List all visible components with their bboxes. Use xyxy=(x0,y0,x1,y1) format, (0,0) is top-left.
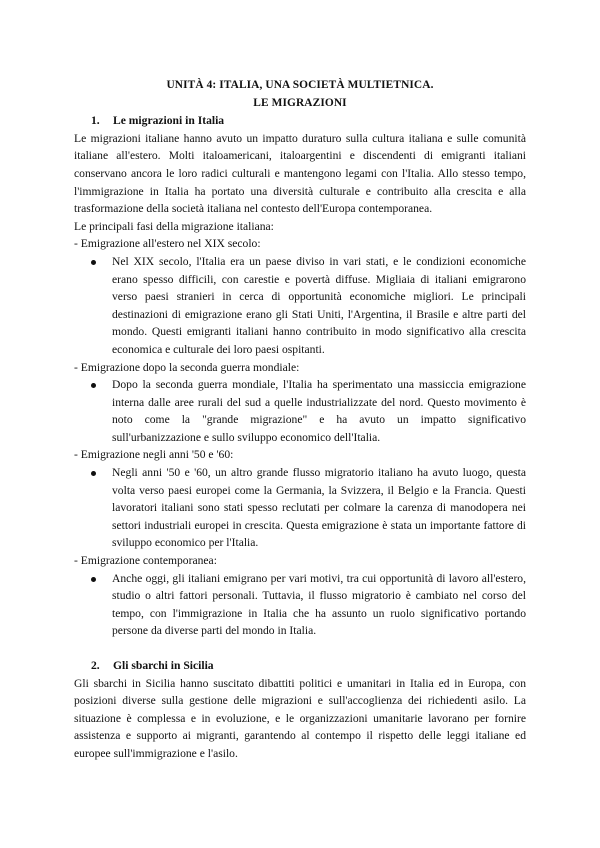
list-item: Anche oggi, gli italiani emigrano per vari motivi, tra cui opportunità di lavoro all'estero, studio o altri fattori personali. Tuttavia, il flusso migratorio è cambiato nel corso del tempo, con l'immigrazione in Italia che ha assunto un ruolo significativo portando persone da diverse parti del mondo in Italia. xyxy=(74,570,526,640)
list-item: Nel XIX secolo, l'Italia era un paese diviso in vari stati, e le condizioni economiche erano spesso difficili, con carestie e povertà diffuse. Migliaia di italiani emigrarono verso paesi stranieri in cerca di opportunità economiche migliori. Le principali destinazioni di emigrazione erano gli Stati Uniti, l'Argentina, il Brasile e altre parti del mondo. Questi emigranti italiani hanno contribuito in modo significativo alla crescita economica e culturale dei loro paesi ospitanti. xyxy=(74,253,526,359)
phase-1-label: - Emigrazione all'estero nel XIX secolo: xyxy=(74,237,261,251)
unit-title: UNITÀ 4: ITALIA, UNA SOCIETÀ MULTIETNICA. xyxy=(166,79,434,91)
phase-4-list xyxy=(74,570,526,640)
phase-4-label: - Emigrazione contemporanea: xyxy=(74,554,217,568)
section-2-number: 2. xyxy=(91,659,100,672)
bullet-icon xyxy=(91,383,96,388)
bullet-icon xyxy=(91,260,96,265)
phases-intro: Le principali fasi della migrazione italiana: xyxy=(74,219,274,233)
list-item: Dopo la seconda guerra mondiale, l'Italia ha sperimentato una massiccia emigrazione interna dalle aree rurali del sud a quelle industrializzate del nord. Questo movimento è noto come la "grande migrazione" e ha avuto un impatto significativo sull'urbanizzazione e sullo sviluppo economico dell'Italia. xyxy=(74,376,526,446)
section-2-text: Gli sbarchi in Sicilia hanno suscitato dibattiti politici e umanitari in Italia ed in Europa, con posizioni diverse sulla gestione delle migrazioni e sull'accoglienza dei richiedenti asilo. La situazione è complessa e in evoluzione, e le organizzazioni umanitarie lavorano per fornire assistenza e supporto ai migranti, garantendo al contempo il rispetto delle leggi italiane ed europee sull'immigrazione e l'asilo. xyxy=(74,676,526,760)
section-1-heading xyxy=(91,112,526,130)
section-1-title: Le migrazioni in Italia xyxy=(113,114,225,128)
phase-3-list xyxy=(74,464,526,552)
section-1-intro: Le migrazioni italiane hanno avuto un impatto duraturo sulla cultura italiana e sulle comunità italiane all'estero. Molti italoamericani, italoargentini e discendenti di emigranti italiani conservano ancora le loro radici culturali e mantengono legami con l'Italia. Allo stesso tempo, l'immigrazione in Italia ha portato una diversità culturale e contribuito alla crescita e alla trasformazione della società italiana nel contesto dell'Europa contemporanea. xyxy=(74,131,526,216)
phase-3-label: - Emigrazione negli anni '50 e '60: xyxy=(74,448,234,462)
phase-2-list xyxy=(74,376,526,446)
section-spacer xyxy=(74,640,526,657)
unit-subtitle: LE MIGRAZIONI xyxy=(253,96,347,109)
phase-2-label: - Emigrazione dopo la seconda guerra mondiale: xyxy=(74,360,300,374)
bullet-icon xyxy=(91,577,96,582)
section-1-number: 1. xyxy=(91,114,100,128)
document-body xyxy=(74,77,526,763)
section-2-heading xyxy=(91,657,526,675)
bullet-icon xyxy=(91,471,96,476)
list-item: Negli anni '50 e '60, un altro grande flusso migratorio italiano ha avuto luogo, questa volta verso paesi europei come la Germania, la Svizzera, il Belgio e la Francia. Questi lavoratori italiani sono stati spesso reclutati per colmare la carenza di manodopera nei settori industriali europei in crescita. Questa emigrazione è stata un importante fattore di sviluppo economico per l'Italia. xyxy=(74,464,526,552)
phase-1-list xyxy=(74,253,526,359)
section-2-title: Gli sbarchi in Sicilia xyxy=(113,659,214,672)
